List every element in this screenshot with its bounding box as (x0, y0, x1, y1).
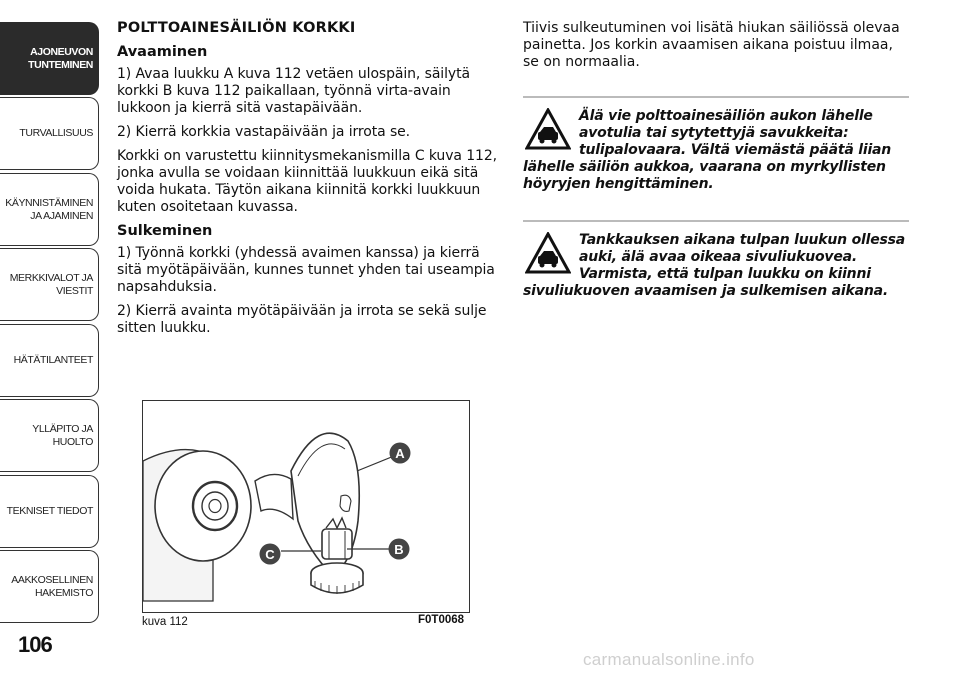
warning-triangle-icon (525, 108, 571, 150)
tab-yllapito[interactable]: YLLÄPITO JA HUOLTO (0, 399, 99, 472)
figure-code: F0T0068 (418, 614, 465, 626)
warning-block-door (523, 220, 909, 300)
tab-ajoneuvon-tunteminen[interactable]: AJONEUVON TUNTEMINEN (0, 22, 99, 95)
warning-text-fire: Älä vie polttoainesäiliön aukon lähelle avotulia tai sytytettyjä savukkeita: tulipalovaara. Vältä viemästä päätä liian lähelle säiliön aukkoa, vaarana on myrkyllisten höyryjen hengittäminen. (523, 108, 892, 192)
opening-note: Korkki on varustettu kiinnitysmekanismilla C kuva 112, jonka avulla se voidaan kiinnittää luukkuun eikä sitä voida hukata. Täytön aikana kiinnitä korkki luukkuun kuten osoitetaan kuvassa. (117, 148, 497, 215)
watermark: carmanualsonline.info (583, 650, 755, 669)
tab-hakemisto[interactable]: AAKKOSELLINEN HAKEMISTO (0, 550, 99, 623)
opening-heading: Avaaminen (117, 44, 208, 60)
closing-heading: Sulkeminen (117, 223, 213, 239)
tab-hatatilanteet[interactable]: HÄTÄTILANTEET (0, 324, 99, 397)
pressure-note: Tiivis sulkeutuminen voi lisätä hiukan säiliössä olevaa painetta. Jos korkin avaamisen aikana poistuu ilmaa, se on normaalia. (523, 20, 900, 70)
left-column (117, 20, 497, 344)
fuel-cap-figure (142, 400, 470, 613)
opening-step-2: 2) Kierrä korkkia vastapäivään ja irrota se. (117, 124, 411, 140)
warning-block-fire (523, 96, 909, 193)
section-title: POLTTOAINESÄILIÖN KORKKI (117, 20, 356, 36)
right-column (523, 20, 909, 71)
tab-kaynnistaminen[interactable]: KÄYNNISTÄMINEN JA AJAMINEN (0, 173, 99, 246)
warning-text-door: Tankkauksen aikana tulpan luukun ollessa auki, älä avaa oikeaa sivuliukuovea. Varmista, että tulpan luukku on kiinni sivuliukuoven avaamisen ja sulkemisen aikana. (523, 232, 906, 299)
label-a: A (395, 446, 405, 461)
tab-merkkivalot[interactable]: MERKKIVALOT JA VIESTIT (0, 248, 99, 321)
closing-step-1: 1) Työnnä korkki (yhdessä avaimen kanssa) ja kierrä sitä myötäpäivään, kunnes tunnet yhden tai useampia napsahduksia. (117, 245, 495, 295)
tab-tekniset-tiedot[interactable]: TEKNISET TIEDOT (0, 475, 99, 548)
label-c: C (265, 547, 275, 562)
fuel-cap-illustration (143, 401, 469, 612)
page-number: 106 (18, 632, 52, 657)
closing-step-2: 2) Kierrä avainta myötäpäivään ja irrota se sekä sulje sitten luukku. (117, 303, 487, 336)
tab-turvallisuus[interactable]: TURVALLISUUS (0, 97, 99, 170)
warning-triangle-icon (525, 232, 571, 274)
figure-caption: kuva 112 (142, 616, 188, 628)
label-b: B (394, 542, 404, 557)
opening-step-1: 1) Avaa luukku A kuva 112 vetäen ulospäin, säilytä korkki B kuva 112 paikallaan, työnnä virta-avain lukkoon ja kierrä sitä vastapäivään. (117, 66, 470, 116)
